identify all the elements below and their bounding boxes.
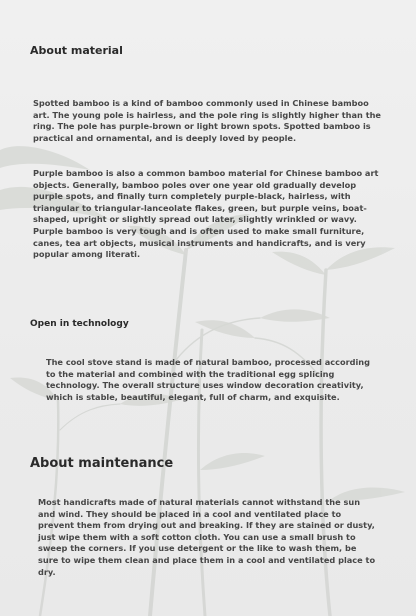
bamboo-branch <box>60 404 120 430</box>
bamboo-leaf <box>200 453 265 470</box>
about-material-heading: About material <box>30 44 123 57</box>
bamboo-leaf <box>0 146 90 170</box>
spotted-bamboo-paragraph: Spotted bamboo is a kind of bamboo commonly used in Chinese bamboo art. The young pole is hairless, and the pole ring is slightly higher than the ring. The pole has purple-brown or light brown spots. Spotted bamboo is practical and ornamental, and is deeply loved by people. <box>33 98 381 143</box>
maintenance-paragraph: Most handicrafts made of natural materials cannot withstand the sun and wind. They should be placed in a cool and ventilated place to prevent them from drying out and breaking. If they are stained or dusty, just wipe them with a soft cotton cloth. You can use a small brush to sweep the corners. If you use detergent or the like to wash them, be sure to wipe them clean and place them in a cool and ventilated place to dry. <box>38 497 376 577</box>
purple-bamboo-paragraph: Purple bamboo is also a common bamboo material for Chinese bamboo art objects. Generally, bamboo poles over one year old gradually develop purple spots, and finally turn completely purple-black, hairless, with triangular to triangular-lanceolate flakes, green, but purple veins, boat-shaped, upright or slightly spread out later, slightly wrinkled or wavy. Purple bamboo is very tough and is often used to make small furniture, canes, tea art objects, musical instruments and handicrafts, and is very popular among literati. <box>33 168 379 260</box>
bamboo-leaf <box>260 309 330 321</box>
about-maintenance-heading: About maintenance <box>30 456 174 471</box>
technology-paragraph: The cool stove stand is made of natural bamboo, processed according to the material and combined with the traditional egg splicing technology. The overall structure uses window decoration creativity, which is stable, beautiful, elegant, full of charm, and exquisite. <box>46 357 370 402</box>
technology-heading: Open in technology <box>30 319 129 329</box>
